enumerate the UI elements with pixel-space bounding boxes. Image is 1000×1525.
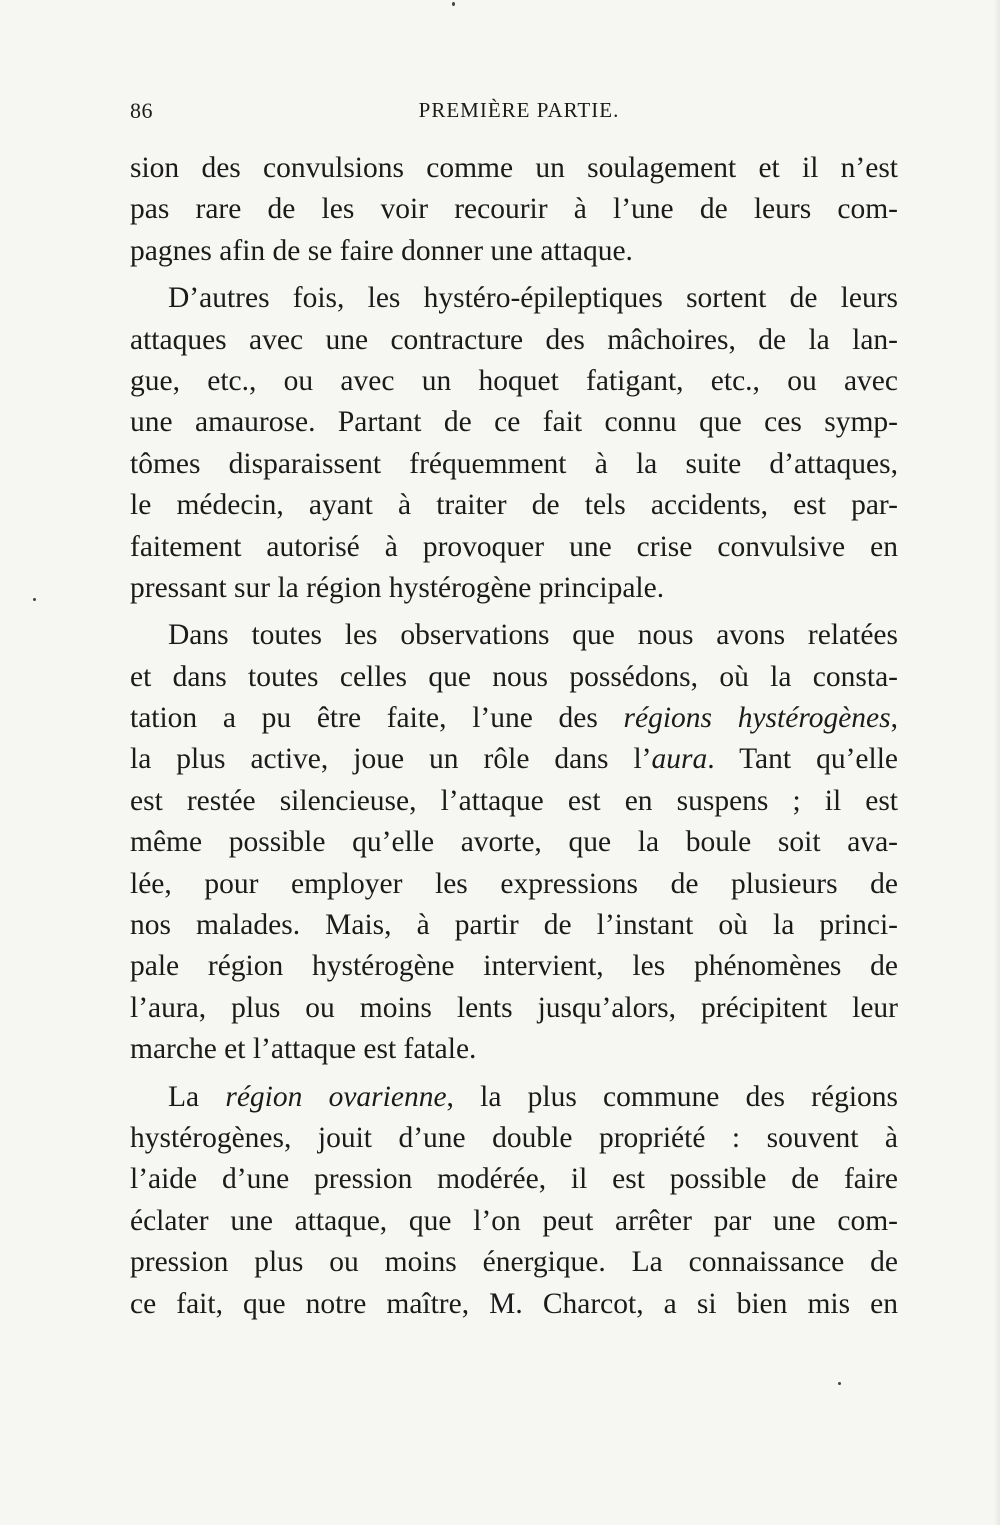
italic-text: région ovarienne	[225, 1080, 447, 1113]
scan-speck	[838, 1382, 841, 1385]
text-line	[130, 278, 898, 319]
text-line	[130, 1029, 898, 1070]
text-run: nos malades. Mais, à partir de l’instant où la princi-	[130, 909, 898, 942]
text-line	[130, 657, 898, 698]
running-title: PREMIÈRE PARTIE.	[418, 98, 620, 122]
text-run: l’aide d’une pression modérée, il est possible de faire	[130, 1163, 898, 1196]
text-line	[130, 189, 898, 230]
text-run: ,	[890, 702, 898, 735]
text-run: ce fait, que notre maître, M. Charcot, a si bien mis en	[130, 1287, 898, 1320]
italic-text: régions hystérogènes	[623, 702, 891, 735]
text-line	[130, 739, 898, 780]
scan-speck	[452, 2, 455, 6]
text-line	[130, 361, 898, 402]
text-run: est restée silencieuse, l’attaque est en suspens ; il est	[130, 784, 898, 817]
text-run: faitement autorisé à provoquer une crise convulsive en	[130, 530, 898, 563]
text-line	[130, 148, 898, 189]
text-run: , la plus commune des régions	[446, 1080, 898, 1113]
text-run: pas rare de les voir recourir à l’une de leurs com-	[130, 193, 898, 226]
text-run: même possible qu’elle avorte, que la boule soit ava-	[130, 826, 898, 859]
text-run: et dans toutes celles que nous possédons, où la consta-	[130, 660, 898, 693]
scan-speck	[33, 598, 36, 601]
text-line	[130, 485, 898, 526]
text-line	[130, 231, 898, 272]
text-run: sion des convulsions comme un soulagement et il n’est	[130, 152, 898, 184]
text-line	[130, 781, 898, 822]
text-run: pressant sur la région hystérogène principale.	[130, 571, 665, 604]
text-line	[130, 444, 898, 485]
text-line	[130, 822, 898, 863]
text-run: tation a pu être faite, l’une des	[130, 702, 624, 735]
text-line	[130, 568, 898, 609]
text-line	[130, 527, 898, 568]
text-line	[130, 1201, 898, 1242]
text-line	[130, 698, 898, 739]
text-line	[130, 1077, 898, 1118]
text-line	[130, 1284, 898, 1325]
text-run: La	[168, 1080, 226, 1113]
text-run: Dans toutes les observations que nous avons relatées	[168, 619, 898, 652]
text-run: . Tant qu’elle	[707, 743, 898, 776]
italic-text: aura	[651, 743, 708, 776]
text-line	[130, 1242, 898, 1283]
text-line	[130, 905, 898, 946]
text-run: gue, etc., ou avec un hoquet fatigant, etc., ou avec	[130, 364, 898, 397]
text-run: lée, pour employer les expressions de plusieurs de	[130, 867, 898, 900]
text-line	[130, 320, 898, 361]
text-run: pagnes afin de se faire donner une attaque.	[130, 234, 633, 267]
text-line	[130, 946, 898, 987]
text-line	[130, 615, 898, 656]
text-line	[130, 402, 898, 443]
running-head	[130, 98, 898, 130]
text-run: une amaurose. Partant de ce fait connu que ces symp-	[130, 406, 898, 439]
text-line	[130, 1159, 898, 1200]
text-line	[130, 1118, 898, 1159]
text-run: marche et l’attaque est fatale.	[130, 1033, 477, 1066]
text-run: pression plus ou moins énergique. La connaissance de	[130, 1246, 898, 1279]
text-run: éclater une attaque, que l’on peut arrêter par une com-	[130, 1204, 898, 1237]
page-number: 86	[130, 98, 153, 123]
text-run: la plus active, joue un rôle dans l’	[130, 743, 652, 776]
text-run: D’autres fois, les hystéro-épileptiques sortent de leurs	[168, 282, 898, 315]
text-run: l’aura, plus ou moins lents jusqu’alors, précipitent leur	[130, 991, 898, 1024]
text-line	[130, 988, 898, 1029]
text-run: tômes disparaissent fréquemment à la suite d’attaques,	[130, 447, 898, 480]
text-run: pale région hystérogène intervient, les phénomènes de	[130, 950, 898, 983]
text-run: attaques avec une contracture des mâchoires, de la lan-	[130, 323, 898, 356]
text-run: hystérogènes, jouit d’une double propriété : souvent à	[130, 1121, 898, 1154]
text-run: le médecin, ayant à traiter de tels accidents, est par-	[130, 489, 898, 522]
body-text	[130, 148, 898, 1325]
text-line	[130, 864, 898, 905]
